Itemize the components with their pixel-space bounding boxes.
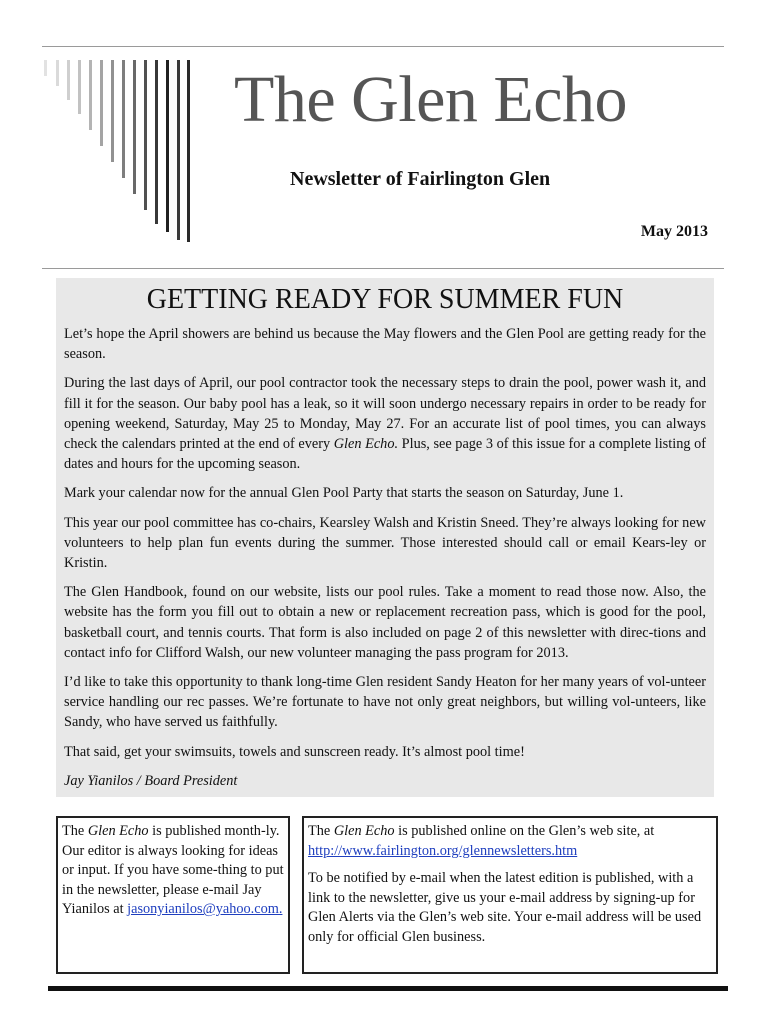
- article-paragraph: Let’s hope the April showers are behind us because the May flowers and the Glen Pool are getting ready for the season.: [64, 326, 706, 363]
- newsletter-title: The Glen Echo: [234, 63, 628, 136]
- top-rule: [42, 46, 724, 47]
- alerts-info-paragraph: To be notified by e-mail when the latest edition is published, with a link to the newsletter, give us your e-mail address by signing-up for Glen Alerts via the Glen’s web site. Your e-mail address will be used only for official Glen business.: [308, 870, 702, 945]
- article-headline: GETTING READY FOR SUMMER FUN: [146, 284, 624, 315]
- article-paragraph: I’d like to take this opportunity to thank long-time Glen resident Sandy Heaton for her many years of vol-unteer service handling our rec passes. We’re fortunate to have not only great neighbors, but willing vol-unteers, like Sandy, who have served us faithfully.: [64, 674, 706, 731]
- article-paragraph: This year our pool committee has co-chairs, Kearsley Walsh and Kristin Sneed. They’re always looking for new volunteers to help plan fun events during the summer. Those interested should call or email Kears-ley or Kristin.: [64, 514, 706, 572]
- online-info-box: [302, 816, 718, 974]
- article-paragraph: During the last days of April, our pool contractor took the necessary steps to drain the pool, power wash it, and fill it for the season. Our baby pool has a leak, so it will soon undergo necessary repairs in order to be ready for opening weekend, Saturday, May 25 to Monday, May 27. For an accurate list of pool times, you can always check the calendars printed at the end of every Glen Echo. Plus, see page 3 of this issue for a complete listing of dates and hours for the upcoming season.: [64, 375, 706, 473]
- masthead-rule: [42, 268, 724, 269]
- bottom-rule: [48, 986, 728, 991]
- article-paragraph: The Glen Handbook, found on our website, lists our pool rules. Take a moment to read those now. Also, the website has the form you fill out to obtain a new or replacement recreation pass, which is good for the pool, basketball court, and tennis courts. That form is also included on page 2 of this newsletter with direc-tions and contact info for Clifford Walsh, our new volunteer managing the pass program for 2013.: [64, 584, 706, 661]
- online-info-paragraph: The Glen Echo is published online on the Glen’s web site, at http://www.fairlington.org/glennewsletters.htm: [308, 823, 655, 859]
- editor-email-link[interactable]: jasonyianilos@yahoo.com.: [127, 901, 283, 918]
- newsletter-url-link[interactable]: http://www.fairlington.org/glennewsletters.htm: [308, 842, 578, 859]
- editor-info-box: The Glen Echo is published month-ly. Our editor is always looking for ideas or input. If you have some-thing to put in the newsletter, please e-mail Jay Yianilos at jasonyianilos@yahoo.com.: [56, 816, 290, 974]
- article-paragraph: Mark your calendar now for the annual Glen Pool Party that starts the season on Saturday, June 1.: [64, 485, 624, 502]
- article-paragraph: That said, get your swimsuits, towels and sunscreen ready. It’s almost pool time!: [64, 743, 525, 760]
- issue-date: May 2013: [640, 223, 708, 240]
- article-panel: [56, 278, 714, 797]
- newsletter-subtitle: Newsletter of Fairlington Glen: [290, 168, 551, 190]
- article-signature: Jay Yianilos / Board President: [64, 772, 238, 789]
